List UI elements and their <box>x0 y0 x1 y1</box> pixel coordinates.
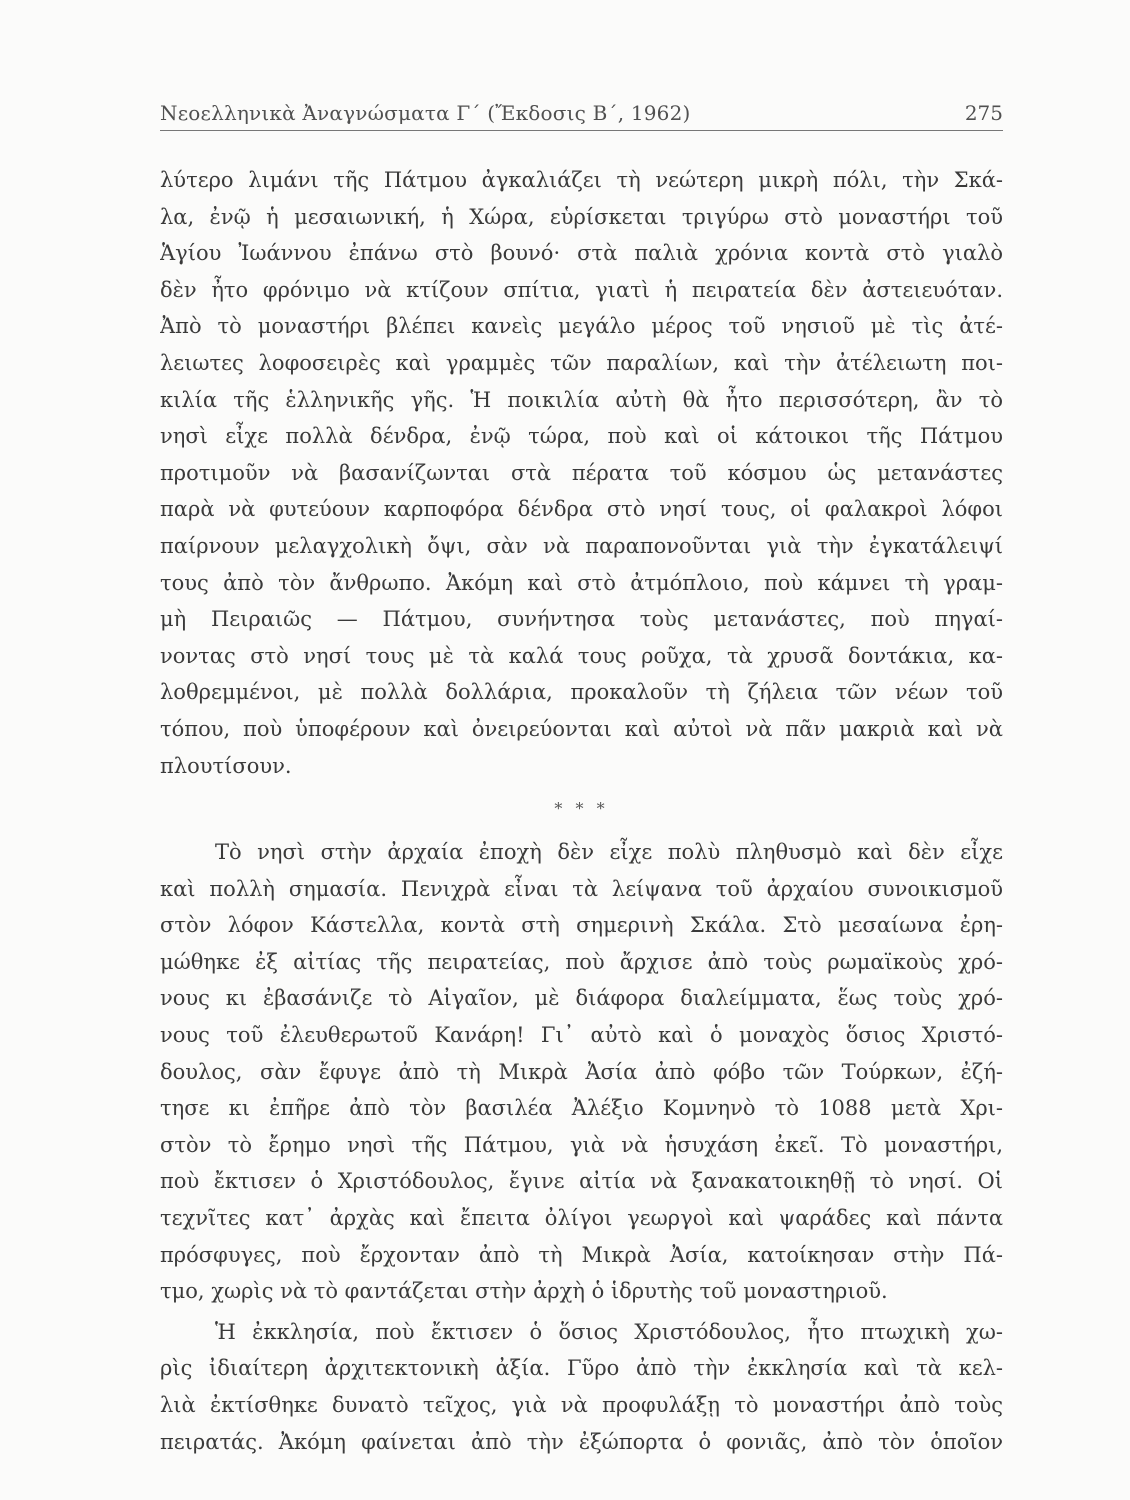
text-line: Ἁγίου Ἰωάννου ἐπάνω στὸ βουνό· στὰ παλιὰ χρόνια κοντὰ στὸ γιαλὸ <box>160 241 1003 266</box>
text-line: ποὺ ἔκτισεν ὁ Χριστόδουλος, ἔγινε αἰτία νὰ ξανακατοικηθῇ τὸ νησί. Οἱ <box>160 1169 1003 1194</box>
text-line: κιλία τῆς ἑλληνικῆς γῆς. Ἡ ποικιλία αὐτὴ θὰ ἦτο περισσότερη, ἂν τὸ <box>160 387 1003 412</box>
page-number: 275 <box>964 101 1003 125</box>
running-header <box>160 98 1003 132</box>
text-line: λιὰ ἐκτίσθηκε δυνατὸ τεῖχος, γιὰ νὰ προφυλάξῃ τὸ μοναστήρι ἀπὸ τοὺς <box>160 1393 1003 1417</box>
text-line: πλουτίσουν. <box>160 753 292 778</box>
text-line: μώθηκε ἐξ αἰτίας τῆς πειρατείας, ποὺ ἄρχισε ἀπὸ τοὺς ρωμαϊκοὺς χρό- <box>160 949 1003 974</box>
text-line: λοθρεμμένοι, μὲ πολλὰ δολλάρια, προκαλοῦν τὴ ζήλεια τῶν νέων τοῦ <box>160 680 1003 705</box>
text-line: πειρατάς. Ἀκόμη φαίνεται ἀπὸ τὴν ἐξώπορτα ὁ φονιᾶς, ἀπὸ τὸν ὁποῖον <box>160 1429 1003 1454</box>
text-line: παίρνουν μελαγχολικὴ ὄψι, σὰν νὰ παραπονοῦνται γιὰ τὴν ἐγκατάλειψί <box>160 533 1003 558</box>
text-line: Ἡ ἐκκλησία, ποὺ ἔκτισεν ὁ ὅσιος Χριστόδουλος, ἦτο πτωχικὴ χω- <box>215 1319 1003 1344</box>
text-line: λύτερο λιμάνι τῆς Πάτμου ἀγκαλιάζει τὴ νεώτερη μικρὴ πόλι, τὴν Σκά- <box>160 168 1003 192</box>
text-line: καὶ πολλὴ σημασία. Πενιχρὰ εἶναι τὰ λείψανα τοῦ ἀρχαίου συνοικισμοῦ <box>160 876 1003 901</box>
text-line: δὲν ἦτο φρόνιμο νὰ κτίζουν σπίτια, γιατὶ ἡ πειρατεία δὲν ἀστειευόταν. <box>160 277 1003 302</box>
header-rule <box>160 130 1003 131</box>
text-line: τεχνῖτες κατ᾽ ἀρχὰς καὶ ἔπειτα ὀλίγοι γεωργοὶ καὶ ψαράδες καὶ πάντα <box>160 1206 1003 1231</box>
text-line: νους κι ἐβασάνιζε τὸ Αἰγαῖον, μὲ διάφορα διαλείμματα, ἕως τοὺς χρό- <box>160 986 1003 1011</box>
text-line: ρὶς ἰδιαίτερη ἀρχιτεκτονικὴ ἀξία. Γῦρο ἀπὸ τὴν ἐκκλησία καὶ τὰ κελ- <box>160 1356 1003 1381</box>
text-line: νους τοῦ ἐλευθερωτοῦ Κανάρη! Γι᾽ αὐτὸ καὶ ὁ μοναχὸς ὅσιος Χριστό- <box>160 1023 1003 1048</box>
paragraph-1 <box>160 162 1003 784</box>
text-line: λα, ἐνῷ ἡ μεσαιωνική, ἡ Χώρα, εὑρίσκεται τριγύρω στὸ μοναστήρι τοῦ <box>160 204 1003 229</box>
text-line: μὴ Πειραιῶς — Πάτμου, συνήντησα τοὺς μετανάστες, ποὺ πηγαί- <box>160 607 1003 632</box>
text-line: προτιμοῦν νὰ βασανίζωνται στὰ πέρατα τοῦ κόσμου ὡς μετανάστες <box>160 460 1003 485</box>
text-line: νησὶ εἶχε πολλὰ δένδρα, ἐνῷ τώρα, ποὺ καὶ οἱ κάτοικοι τῆς Πάτμου <box>160 424 1003 449</box>
text-line: τμο, χωρὶς νὰ τὸ φαντάζεται στὴν ἀρχὴ ὁ ἱδρυτὴς τοῦ μοναστηριοῦ. <box>160 1279 888 1304</box>
body-text <box>160 162 1003 1460</box>
book-title: Νεοελληνικὰ Ἀναγνώσματα Γ΄ (Ἔκδοσις Β΄, 1962) <box>160 101 691 125</box>
paragraph-2 <box>160 834 1003 1310</box>
text-line: νοντας στὸ νησί τους μὲ τὰ καλά τους ροῦχα, τὰ χρυσᾶ δοντάκια, κα- <box>160 643 1003 668</box>
text-line: πρόσφυγες, ποὺ ἔρχονταν ἀπὸ τὴ Μικρὰ Ἀσία, κατοίκησαν στὴν Πά- <box>160 1242 1003 1267</box>
text-line: Τὸ νησὶ στὴν ἀρχαία ἐποχὴ δὲν εἶχε πολὺ πληθυσμὸ καὶ δὲν εἶχε <box>215 840 1003 865</box>
paragraph-3 <box>160 1314 1003 1460</box>
text-line: λειωτες λοφοσειρὲς καὶ γραμμὲς τῶν παραλίων, καὶ τὴν ἀτέλειωτη ποι- <box>160 350 1003 375</box>
text-line: τους ἀπὸ τὸν ἄνθρωπο. Ἀκόμη καὶ στὸ ἀτμόπλοιο, ποὺ κάμνει τὴ γραμ- <box>160 570 1003 595</box>
text-line: στὸν τὸ ἔρημο νησὶ τῆς Πάτμου, γιὰ νὰ ἡσυχάση ἐκεῖ. Τὸ μοναστήρι, <box>160 1132 1003 1157</box>
text-line: τησε κι ἐπῆρε ἀπὸ τὸν βασιλέα Ἀλέξιο Κομνηνὸ τὸ 1088 μετὰ Χρι- <box>160 1096 1003 1121</box>
section-separator: * * * <box>554 799 609 819</box>
text-line: τόπου, ποὺ ὑποφέρουν καὶ ὀνειρεύονται καὶ αὐτοὶ νὰ πᾶν μακριὰ καὶ νὰ <box>160 716 1003 741</box>
text-line: Ἀπὸ τὸ μοναστήρι βλέπει κανεὶς μεγάλο μέρος τοῦ νησιοῦ μὲ τὶς ἀτέ- <box>160 314 1003 339</box>
text-line: δουλος, σὰν ἔφυγε ἀπὸ τὴ Μικρὰ Ἀσία ἀπὸ φόβο τῶν Τούρκων, ἐζή- <box>160 1059 1003 1084</box>
text-line: στὸν λόφον Κάστελλα, κοντὰ στὴ σημερινὴ Σκάλα. Στὸ μεσαίωνα ἐρη- <box>160 913 1003 938</box>
text-line: παρὰ νὰ φυτεύουν καρποφόρα δένδρα στὸ νησί τους, οἱ φαλακροὶ λόφοι <box>160 497 1003 522</box>
